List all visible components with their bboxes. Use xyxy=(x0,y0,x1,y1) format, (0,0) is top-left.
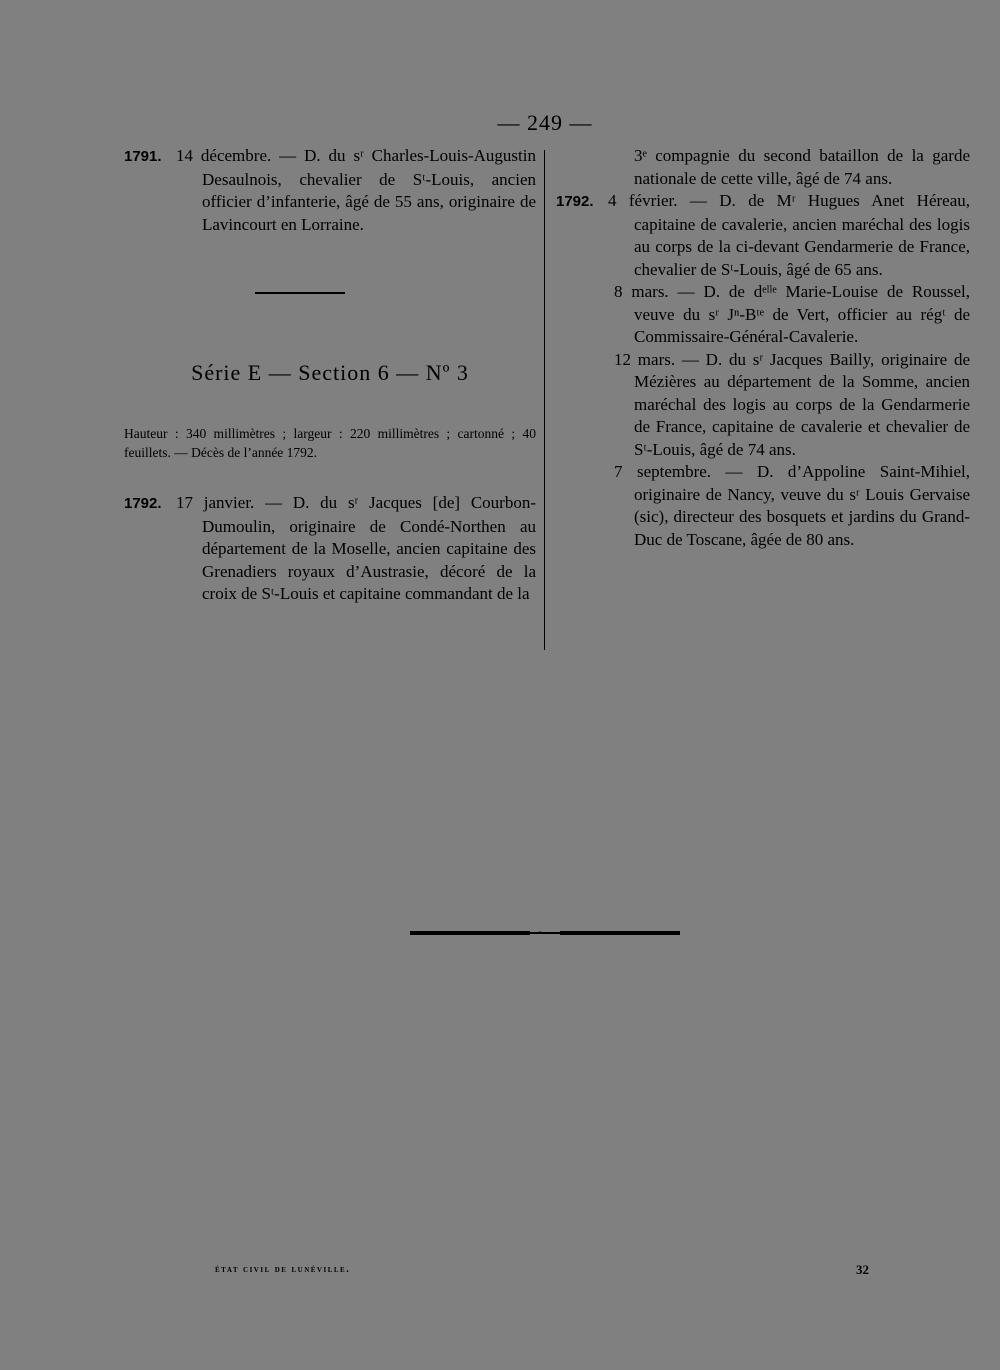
entry-year: 1792. xyxy=(556,193,594,210)
entry-text: 17 janvier. — D. du sʳ Jacques [de] Courbon-Dumoulin, originaire de Condé-Northen au département de la Moselle, ancien capitaine des Grenadiers royaux d’Austrasie, décoré de la croix de Sᵗ-Louis et capitaine commandant de la xyxy=(176,493,536,603)
entry-year: 1792. xyxy=(124,495,162,512)
entry-text: 14 décembre. — D. du sʳ Charles-Louis-Augustin Desaulnois, chevalier de Sᵗ-Louis, ancien officier d’infanterie, âgé de 55 ans, originaire de Lavincourt en Lorraine. xyxy=(176,146,536,234)
entry-continuation: 3ᵉ compagnie du second bataillon de la garde nationale de cette ville, âgé de 74 ans. xyxy=(634,146,970,188)
entry-text: 4 février. — D. de Mʳ Hugues Anet Héreau, capitaine de cavalerie, ancien maréchal des logis au corps de la ci-devant Gendarmerie de France, chevalier de Sᵗ-Louis, âgé de 65 ans. xyxy=(608,191,970,279)
entry-year: 1791. xyxy=(124,148,162,165)
entry-march-8: 8 mars. — D. de dᵉˡˡᵉ Marie-Louise de Roussel, veuve du sʳ Jⁿ-Bᵗᵉ de Vert, officier au régᵗ de Commissaire-Général-Cavalerie. xyxy=(614,282,970,346)
page-number: — 249 — xyxy=(497,110,593,135)
column-divider xyxy=(544,150,545,650)
footer-running-title: état civil de lunéville. xyxy=(215,1264,351,1275)
right-column xyxy=(556,145,970,551)
entry-september-7: 7 septembre. — D. d’Appoline Saint-Mihiel, originaire de Nancy, veuve du sʳ Louis Gervaise (sic), directeur des bosquets et jardins du Grand-Duc de Toscane, âgée de 80 ans. xyxy=(614,462,970,549)
entry-1791-december xyxy=(124,145,536,236)
entry-1792-february xyxy=(556,190,970,281)
entry-march-12: 12 mars. — D. du sʳ Jacques Bailly, originaire de Mézières au département de la Somme, ancien maréchal des logis au corps de la Gendarmerie de France, capitaine de cavalerie et chevalier de Sᵗ-Louis, âgé de 74 ans. xyxy=(614,349,970,459)
entry-1792-january xyxy=(124,492,536,606)
footer-signature-number: 32 xyxy=(856,1262,869,1277)
serie-title: Série E — Section 6 — Nº 3 xyxy=(191,360,469,385)
register-description: Hauteur : 340 millimètres ; largeur : 220 millimètres ; cartonné ; 40 feuillets. — Décès de l’année 1792. xyxy=(124,426,536,460)
end-ornament: ◦ xyxy=(410,928,680,938)
left-column xyxy=(124,145,536,606)
section-rule xyxy=(255,292,345,294)
